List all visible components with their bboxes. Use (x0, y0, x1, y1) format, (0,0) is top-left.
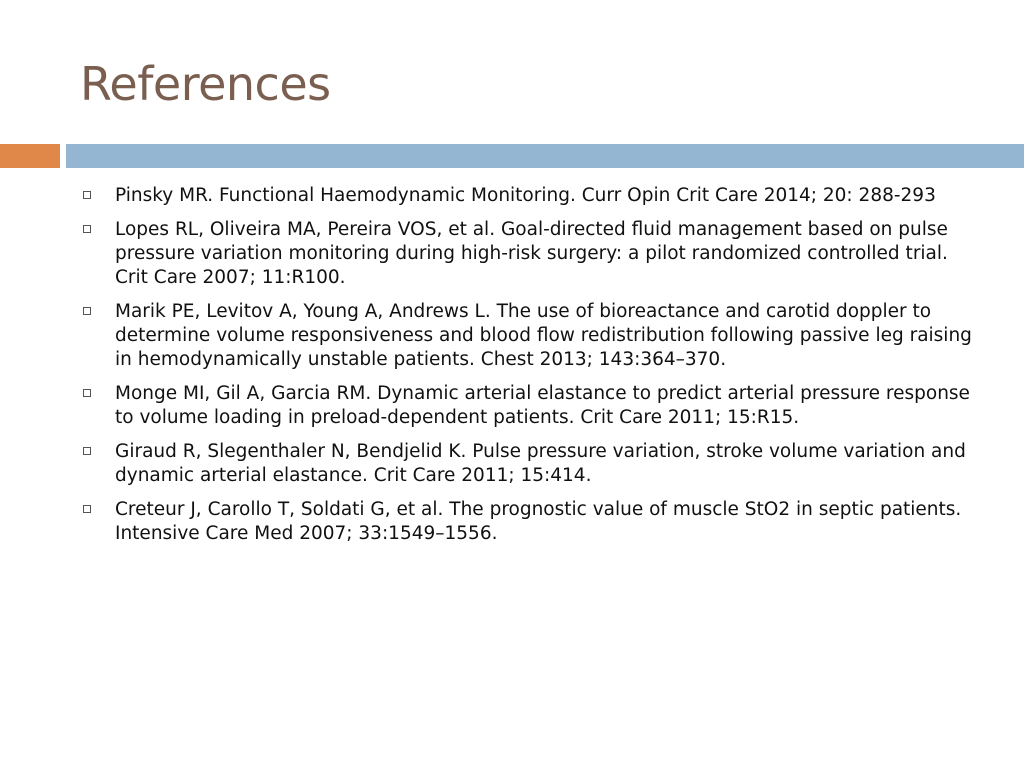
reference-item (80, 498, 980, 546)
hollow-square-bullet-icon (83, 191, 91, 199)
reference-item (80, 300, 980, 372)
reference-text: Monge MI, Gil A, Garcia RM. Dynamic arterial elastance to predict arterial pressure response to volume loading in preload-dependent patients. Crit Care 2011; 15:R15. (115, 383, 970, 428)
hollow-square-bullet-icon (83, 389, 91, 397)
hollow-square-bullet-icon (83, 225, 91, 233)
hollow-square-bullet-icon (83, 447, 91, 455)
hollow-square-bullet-icon (83, 307, 91, 315)
reference-item (80, 218, 980, 290)
reference-text: Marik PE, Levitov A, Young A, Andrews L. The use of bioreactance and carotid doppler to determine volume responsiveness and blood flow redistribution following passive leg raising in hemodynamically unstable patients. Chest 2013; 143:364–370. (115, 301, 972, 370)
reference-text: Lopes RL, Oliveira MA, Pereira VOS, et al. Goal-directed fluid management based on pulse pressure variation monitoring during high-risk surgery: a pilot randomized controlled trial. Crit Care 2007; 11:R100. (115, 219, 948, 288)
slide-title: References (80, 57, 331, 111)
reference-text: Giraud R, Slegenthaler N, Bendjelid K. Pulse pressure variation, stroke volume variation and dynamic arterial elastance. Crit Care 2011; 15:414. (115, 441, 966, 486)
reference-text: Creteur J, Carollo T, Soldati G, et al. The prognostic value of muscle StO2 in septic patients. Intensive Care Med 2007; 33:1549–1556. (115, 499, 962, 544)
accent-bar-blue (66, 144, 1024, 168)
reference-item (80, 184, 980, 208)
accent-bar-orange (0, 144, 60, 168)
reference-item (80, 440, 980, 488)
reference-text: Pinsky MR. Functional Haemodynamic Monitoring. Curr Opin Crit Care 2014; 20: 288-293 (115, 185, 936, 206)
reference-list (80, 184, 980, 556)
hollow-square-bullet-icon (83, 505, 91, 513)
reference-item (80, 382, 980, 430)
